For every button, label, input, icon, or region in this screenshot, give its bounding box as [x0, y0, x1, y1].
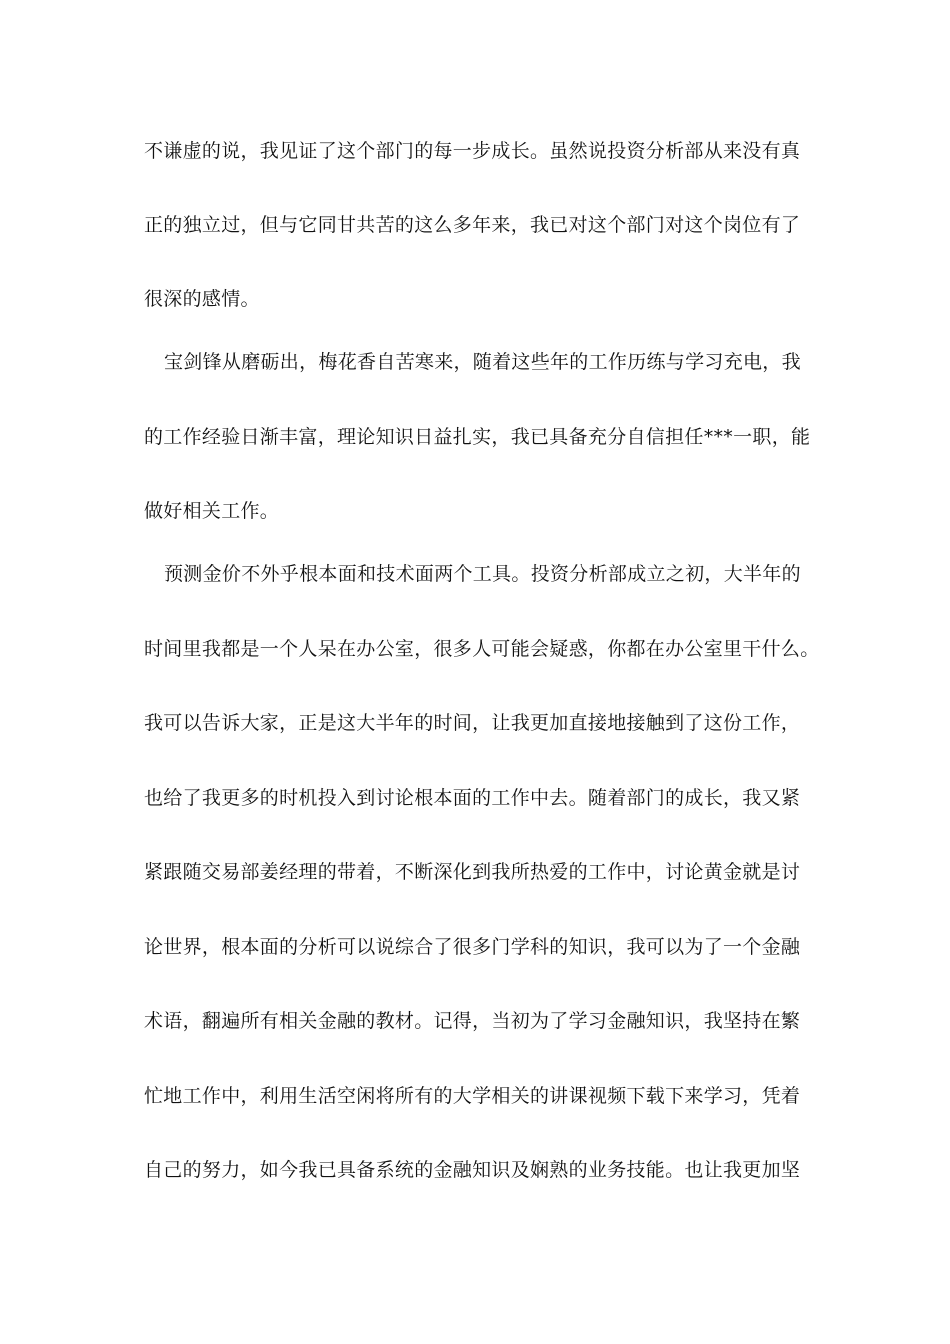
- paragraph-2-line-2: 的工作经验日渐丰富，理论知识日益扎实，我已具备充分自信担任***一职，能: [144, 426, 811, 448]
- paragraph-3-line-7: 术语，翻遍所有相关金融的教材。记得，当初为了学习金融知识，我坚持在繁: [144, 1010, 801, 1032]
- paragraph-3-line-9: 自己的努力，如今我已具备系统的金融知识及娴熟的业务技能。也让我更加坚: [144, 1159, 801, 1181]
- paragraph-1-line-3: 很深的感情。: [144, 288, 260, 310]
- paragraph-3-line-2: 时间里我都是一个人呆在办公室，很多人可能会疑惑，你都在办公室里干什么。: [144, 638, 820, 660]
- paragraph-3-line-1: 预测金价不外乎根本面和技术面两个工具。投资分析部成立之初，大半年的: [164, 563, 801, 585]
- paragraph-3-line-3: 我可以告诉大家，正是这大半年的时间，让我更加直接地接触到了这份工作，: [144, 712, 801, 734]
- paragraph-3-line-5: 紧跟随交易部姜经理的带着，不断深化到我所热爱的工作中，讨论黄金就是讨: [144, 861, 801, 883]
- paragraph-3-line-6: 论世界，根本面的分析可以说综合了很多门学科的知识，我可以为了一个金融: [144, 936, 801, 958]
- paragraph-2-line-1: 宝剑锋从磨砺出，梅花香自苦寒来，随着这些年的工作历练与学习充电，我: [164, 351, 801, 373]
- paragraph-2-line-3: 做好相关工作。: [144, 500, 280, 522]
- paragraph-1-line-2: 正的独立过，但与它同甘共苦的这么多年来，我已对这个部门对这个岗位有了: [144, 214, 801, 236]
- paragraph-3-line-4: 也给了我更多的时机投入到讨论根本面的工作中去。随着部门的成长，我又紧: [144, 787, 801, 809]
- paragraph-1-line-1: 不谦虚的说，我见证了这个部门的每一步成长。虽然说投资分析部从来没有真: [144, 140, 801, 162]
- paragraph-3-line-8: 忙地工作中，利用生活空闲将所有的大学相关的讲课视频下载下来学习，凭着: [144, 1085, 801, 1107]
